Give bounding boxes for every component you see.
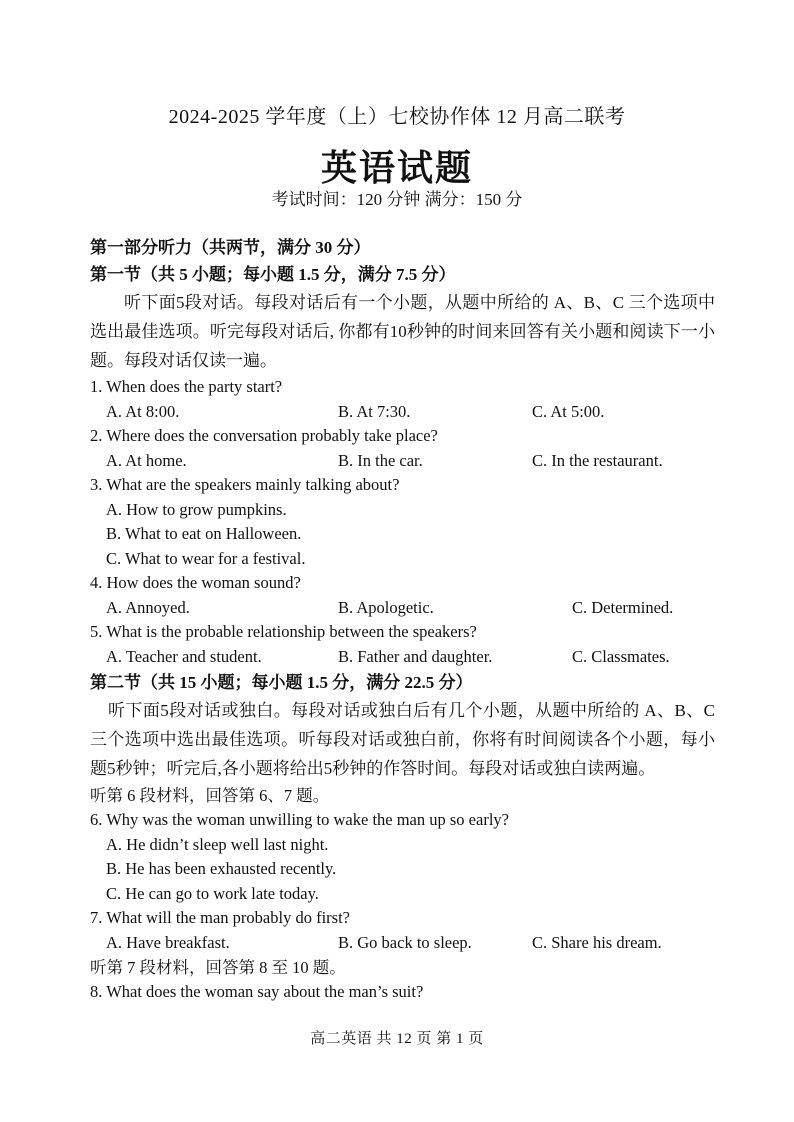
section2-title: 第二节（共 15 小题；每小题 1.5 分，满分 22.5 分） [90, 673, 473, 692]
section2-instructions: 听下面5段对话或独白。每段对话或独白后有几个小题，从题中所给的 A、B、C 三个选项中选出最佳选项。听每段对话或独白前，你将有时间阅读各个小题，每小题5秒钟；听完后,各小题将给出5秒钟的作答时间。每段对话或独白读两遍。 [90, 701, 716, 778]
question-2: 2. Where does the conversation probably take place? [90, 426, 438, 445]
option-c: C. Determined. [572, 597, 674, 617]
material-7-note: 听第 7 段材料，回答第 8 至 10 题。 [90, 958, 346, 977]
option-c: C. What to wear for a festival. [106, 548, 306, 568]
section1-title: 第一节（共 5 小题；每小题 1.5 分，满分 7.5 分） [90, 265, 456, 284]
exam-info: 考试时间：120 分钟 满分：150 分 [271, 190, 523, 209]
question-5-options [90, 645, 715, 670]
exam-content [90, 234, 715, 1005]
question-8: 8. What does the woman say about the man’s suit? [90, 982, 424, 1001]
part1-title: 第一部分听力（共两节，满分 30 分） [90, 238, 371, 257]
question-2-options [90, 449, 715, 474]
option-a: A. Have breakfast. [106, 932, 230, 952]
option-b: B. Father and daughter. [338, 646, 493, 666]
option-b: B. In the car. [338, 450, 423, 470]
question-1-options [90, 400, 715, 425]
option-c: C. Share his dream. [532, 932, 662, 952]
question-1: 1. When does the party start? [90, 377, 283, 396]
option-c: C. At 5:00. [532, 401, 605, 421]
question-3: 3. What are the speakers mainly talking about? [90, 475, 400, 494]
option-a: A. He didn’t sleep well last night. [106, 834, 329, 854]
option-a: A. At 8:00. [106, 401, 180, 421]
option-b: B. At 7:30. [338, 401, 411, 421]
page-footer: 高二英语 共 12 页 第 1 页 [310, 1031, 484, 1047]
option-c: C. In the restaurant. [532, 450, 663, 470]
option-b: B. Go back to sleep. [338, 932, 472, 952]
exam-header: 2024-2025 学年度（上）七校协作体 12 月高二联考 [168, 106, 626, 128]
option-a: A. Teacher and student. [106, 646, 262, 666]
question-7-options [90, 931, 715, 956]
option-a: A. Annoyed. [106, 597, 190, 617]
question-7: 7. What will the man probably do first? [90, 908, 350, 927]
material-6-note: 听第 6 段材料，回答第 6、7 题。 [90, 786, 330, 805]
question-4-options [90, 596, 715, 621]
option-b: B. Apologetic. [338, 597, 434, 617]
section1-instructions: 听下面5段对话。每段对话后有一个小题，从题中所给的 A、B、C 三个选项中选出最佳选项。听完每段对话后, 你都有10秒钟的时间来回答有关小题和阅读下一小题。每段对话仅读一遍。 [90, 293, 716, 370]
option-c: C. He can go to work late today. [106, 883, 319, 903]
option-b: B. What to eat on Halloween. [106, 524, 302, 543]
question-4: 4. How does the woman sound? [90, 573, 301, 592]
option-c: C. Classmates. [572, 646, 670, 666]
page-title: 英语试题 [320, 148, 473, 188]
option-a: A. How to grow pumpkins. [106, 499, 287, 519]
option-b: B. He has been exhausted recently. [106, 859, 337, 878]
question-5: 5. What is the probable relationship between the speakers? [90, 622, 477, 641]
question-6: 6. Why was the woman unwilling to wake the man up so early? [90, 810, 509, 829]
option-a: A. At home. [106, 450, 187, 470]
